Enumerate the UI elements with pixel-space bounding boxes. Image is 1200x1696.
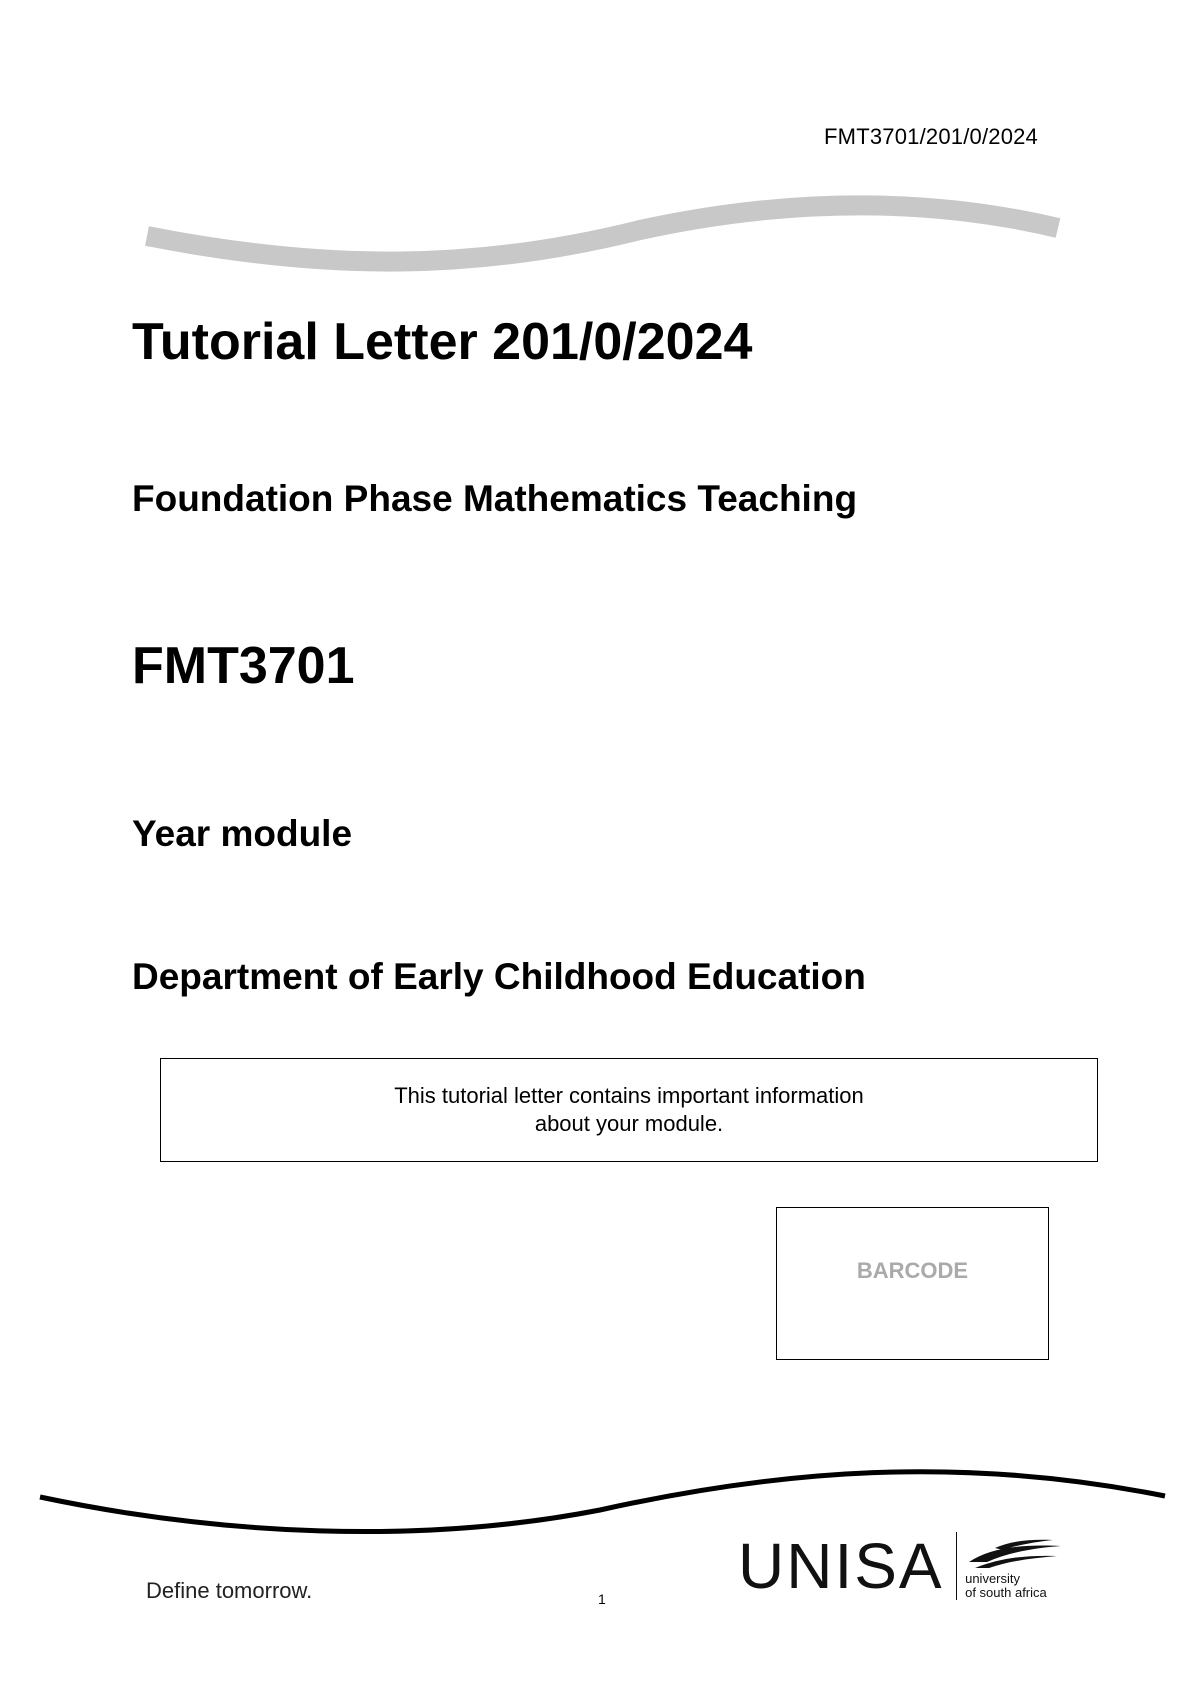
- module-type: Year module: [132, 813, 353, 854]
- logo-emblem-group: [965, 1532, 1065, 1600]
- barcode-label: BARCODE: [856, 1258, 969, 1283]
- department-name: Department of Early Childhood Education: [132, 956, 866, 997]
- notice-line-1: This tutorial letter contains important information: [394, 1083, 864, 1108]
- logo-line-1: university: [965, 1571, 1021, 1586]
- logo-wordmark: UNISA: [738, 1530, 944, 1602]
- page-number: 1: [598, 1591, 606, 1607]
- module-code: FMT3701: [132, 637, 355, 695]
- logo-line-2: of south africa: [965, 1585, 1047, 1600]
- tagline: Define tomorrow.: [146, 1578, 313, 1603]
- module-name: Foundation Phase Mathematics Teaching: [132, 478, 858, 519]
- notice-line-2: about your module.: [534, 1111, 724, 1136]
- page-title: Tutorial Letter 201/0/2024: [132, 313, 753, 371]
- logo-wing-icon: [965, 1538, 1065, 1572]
- logo-divider: [956, 1532, 958, 1600]
- document-code: FMT3701/201/0/2024: [824, 124, 1038, 149]
- unisa-logo: [738, 1532, 1065, 1600]
